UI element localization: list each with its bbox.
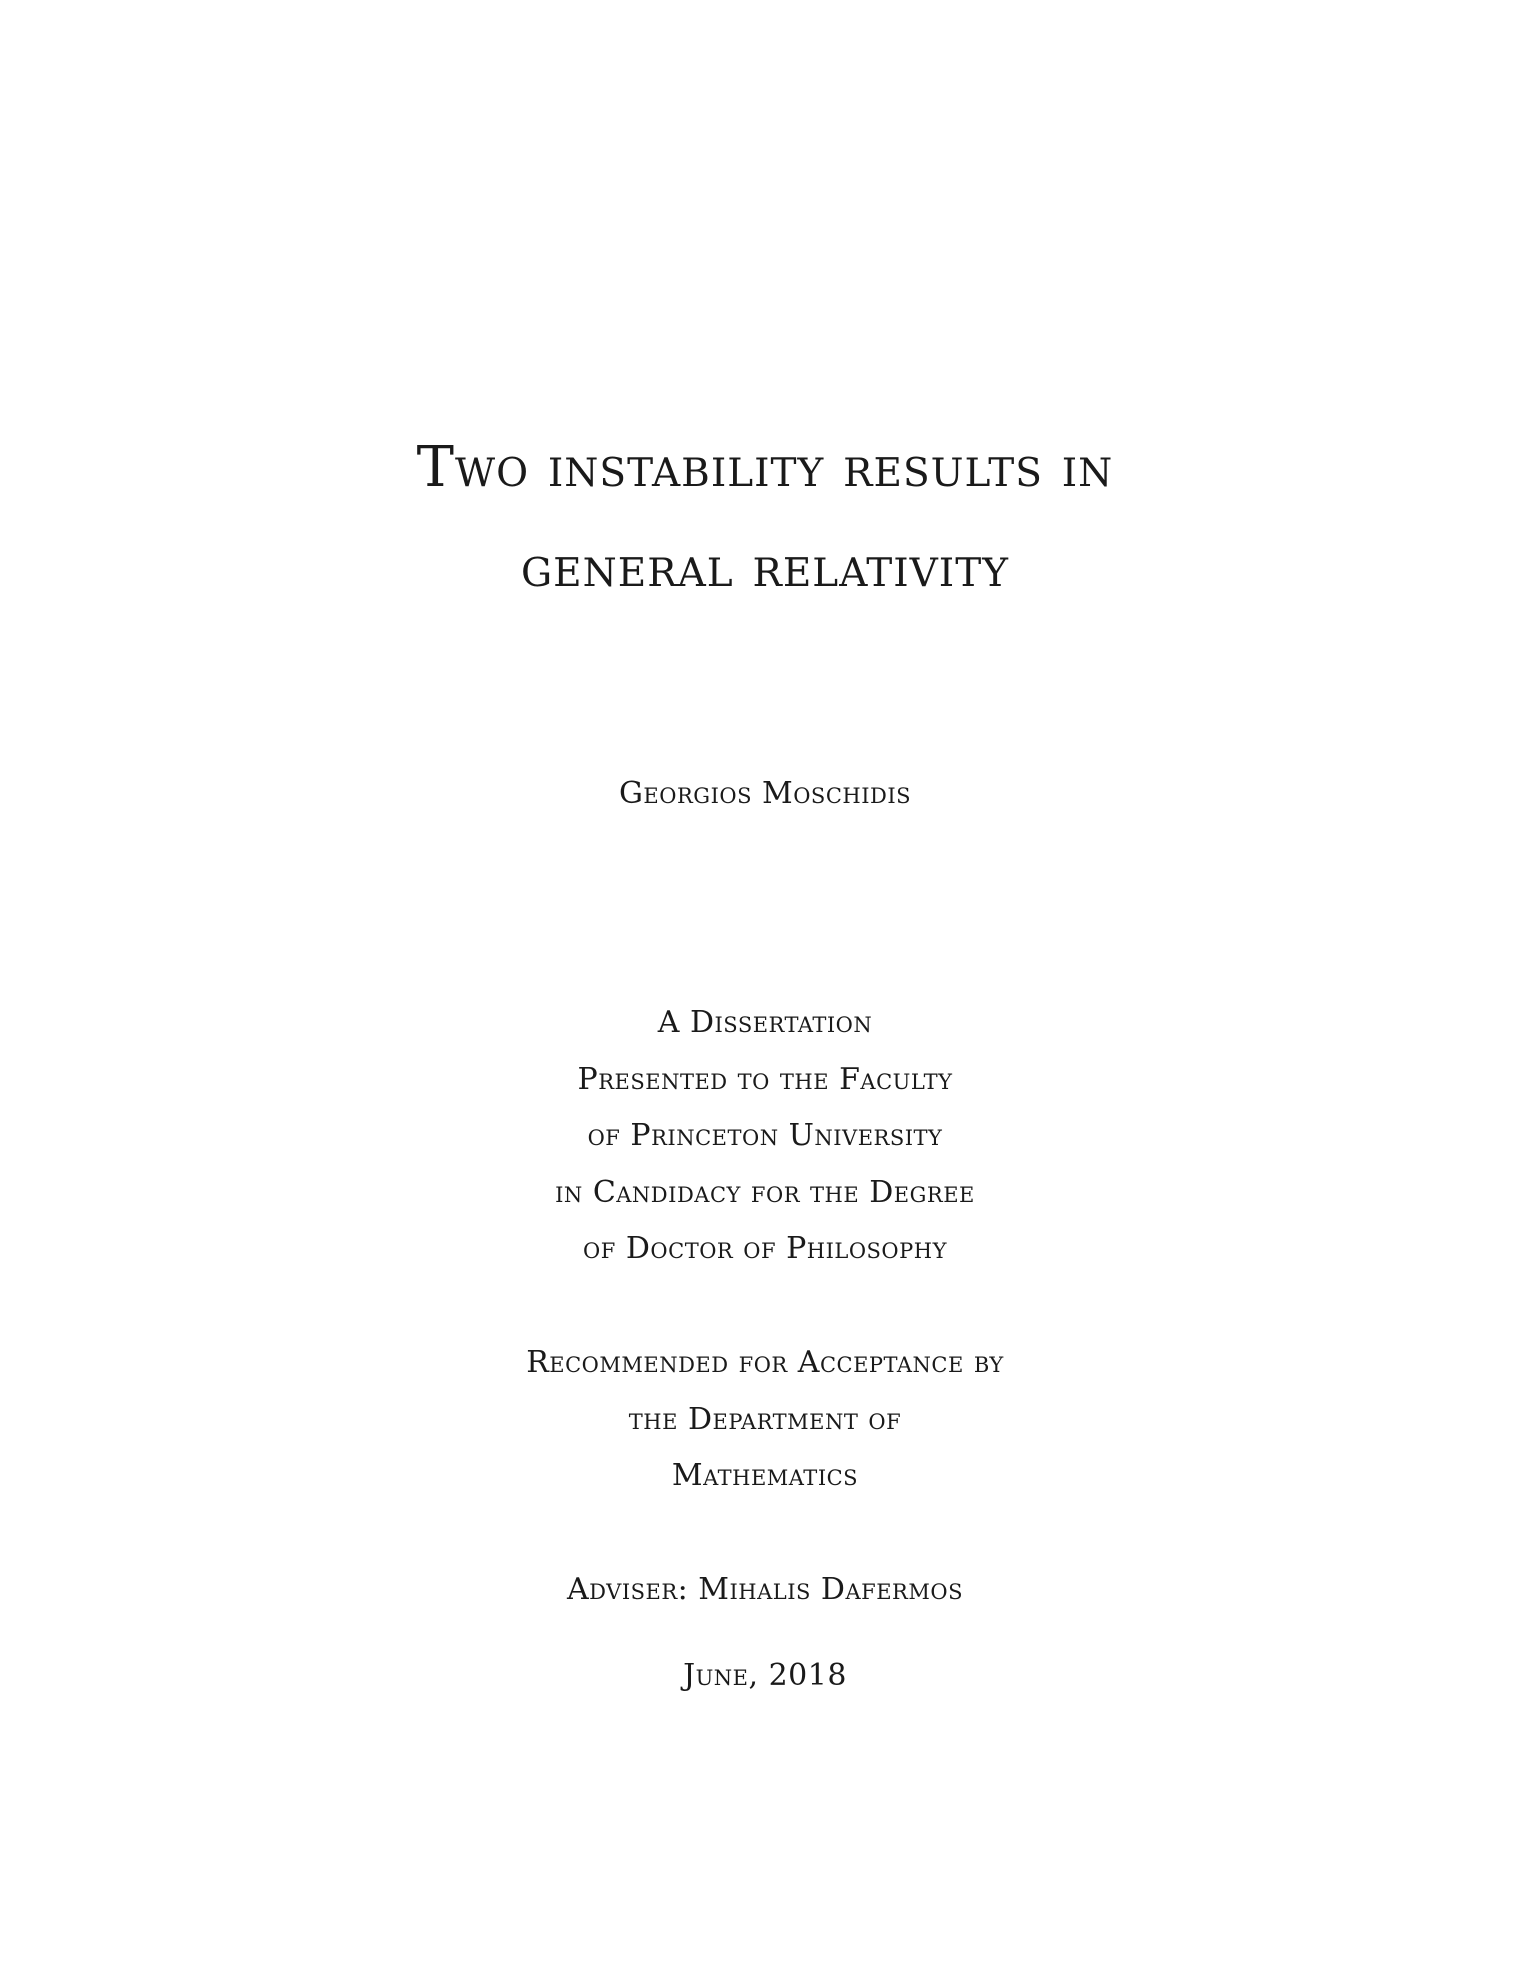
- dissertation-line: in Candidacy for the Degree: [555, 1175, 975, 1210]
- thesis-title-line-1: Two instability results in: [416, 435, 1114, 500]
- dissertation-line: A Dissertation: [657, 1005, 873, 1040]
- recommendation-line: Mathematics: [671, 1458, 859, 1493]
- date-line: June, 2018: [683, 1658, 847, 1693]
- recommendation-line: Recommended for Acceptance by: [526, 1345, 1004, 1380]
- recommendation-line: the Department of: [628, 1402, 902, 1437]
- dissertation-line: of Doctor of Philosophy: [583, 1231, 947, 1266]
- adviser-line: Adviser: Mihalis Dafermos: [567, 1572, 963, 1607]
- dissertation-line: of Princeton University: [587, 1118, 943, 1153]
- author-name: Georgios Moschidis: [618, 776, 912, 811]
- dissertation-line: Presented to the Faculty: [577, 1062, 953, 1097]
- thesis-title-line-2: general relativity: [521, 535, 1009, 600]
